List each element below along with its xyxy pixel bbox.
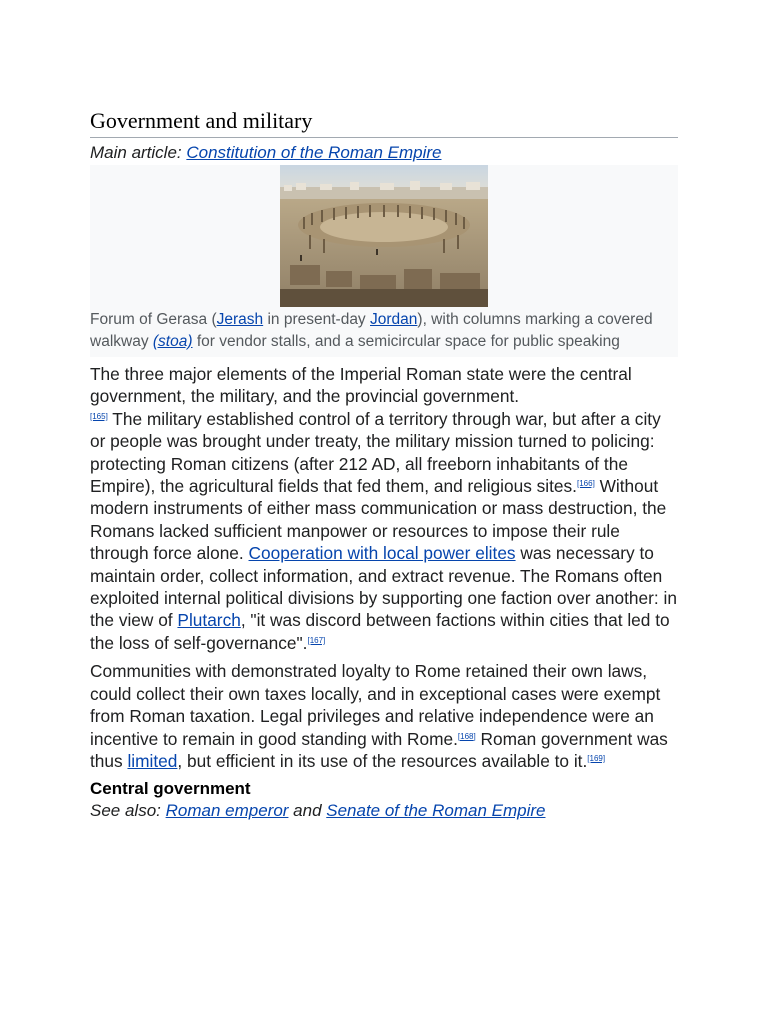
- paragraph-text: Without modern instruments of either mass communication or mass destruction, the Romans lacked sufficient manpower or resources to impose their rule through force alone.: [90, 476, 667, 564]
- subsection-heading: Central government: [90, 779, 251, 799]
- paragraph-text: was necessary to maintain order, collect information, and extract revenue. The Romans often exploited internal political divisions by supporting one faction over another: in the view of: [90, 543, 677, 631]
- reference-168[interactable]: [458, 732, 476, 741]
- paragraph-text: Roman government was thus: [90, 728, 668, 771]
- plutarch-link[interactable]: Plutarch: [177, 610, 241, 631]
- figure-caption: [90, 309, 678, 353]
- reference-169[interactable]: [587, 754, 605, 763]
- reference-167[interactable]: [307, 636, 325, 645]
- paragraph-1: [90, 363, 678, 654]
- caption-text: ), with columns marking a covered walkway: [90, 311, 653, 350]
- cooperation-elites-link[interactable]: Cooperation with local power elites: [248, 543, 516, 564]
- reference-165[interactable]: [90, 412, 108, 421]
- stoa-link[interactable]: (stoa): [152, 333, 193, 350]
- main-article-link[interactable]: Constitution of the Roman Empire: [186, 143, 442, 162]
- section-heading: Government and military: [90, 108, 678, 138]
- roman-emperor-link[interactable]: Roman emperor: [165, 801, 289, 821]
- limited-link[interactable]: limited: [127, 750, 178, 771]
- reference-link[interactable]: [169]: [587, 753, 606, 763]
- paragraph-text: The three major elements of the Imperial Roman state were the central government, the military, and the provincial government.: [90, 364, 632, 407]
- senate-link[interactable]: Senate of the Roman Empire: [326, 801, 546, 821]
- caption-text: in present-day: [263, 311, 370, 328]
- paragraph-text: The military established control of a territory through war, but after a city or people was brought under treaty, the military mission turned to policing: protecting Roman citizens (after 212 AD, all freeborn inhabitants of the Empire), the agricultural fields that fed them, and religious sites.: [90, 408, 661, 497]
- jordan-link[interactable]: Jordan: [370, 311, 418, 328]
- paragraph-text: , but efficient in its use of the resources available to it.: [177, 750, 588, 771]
- article-content: [90, 108, 678, 822]
- reference-link[interactable]: [165]: [90, 411, 108, 421]
- caption-text: for vendor stalls, and a semicircular space for public speaking: [192, 333, 620, 350]
- see-also-prefix: See also:: [90, 801, 166, 821]
- reference-link[interactable]: [167]: [307, 635, 326, 645]
- reference-link[interactable]: [166]: [577, 479, 595, 489]
- paragraph-text: , "it was discord between factions within cities that led to the loss of self-governance".: [90, 610, 670, 653]
- paragraph-text: Communities with demonstrated loyalty to Rome retained their own laws, could collect their own taxes locally, and in exceptional cases were exempt from Roman taxation. Legal privileges and relative independence were an incentive to remain in good standing with Rome.: [90, 661, 661, 749]
- photo-forum-of-gerasa-icon[interactable]: [280, 165, 488, 307]
- caption-text: Forum of Gerasa (: [90, 311, 217, 328]
- see-also-hatnote: [90, 800, 678, 822]
- reference-link[interactable]: [168]: [457, 731, 476, 741]
- main-article-hatnote: [90, 142, 678, 164]
- paragraph-2: [90, 660, 678, 772]
- reference-166[interactable]: [577, 479, 595, 488]
- hatnote-prefix: Main article:: [90, 143, 187, 162]
- jerash-link[interactable]: Jerash: [216, 311, 264, 328]
- figure-thumbnail: [90, 165, 678, 357]
- see-also-conjunction: and: [288, 801, 327, 821]
